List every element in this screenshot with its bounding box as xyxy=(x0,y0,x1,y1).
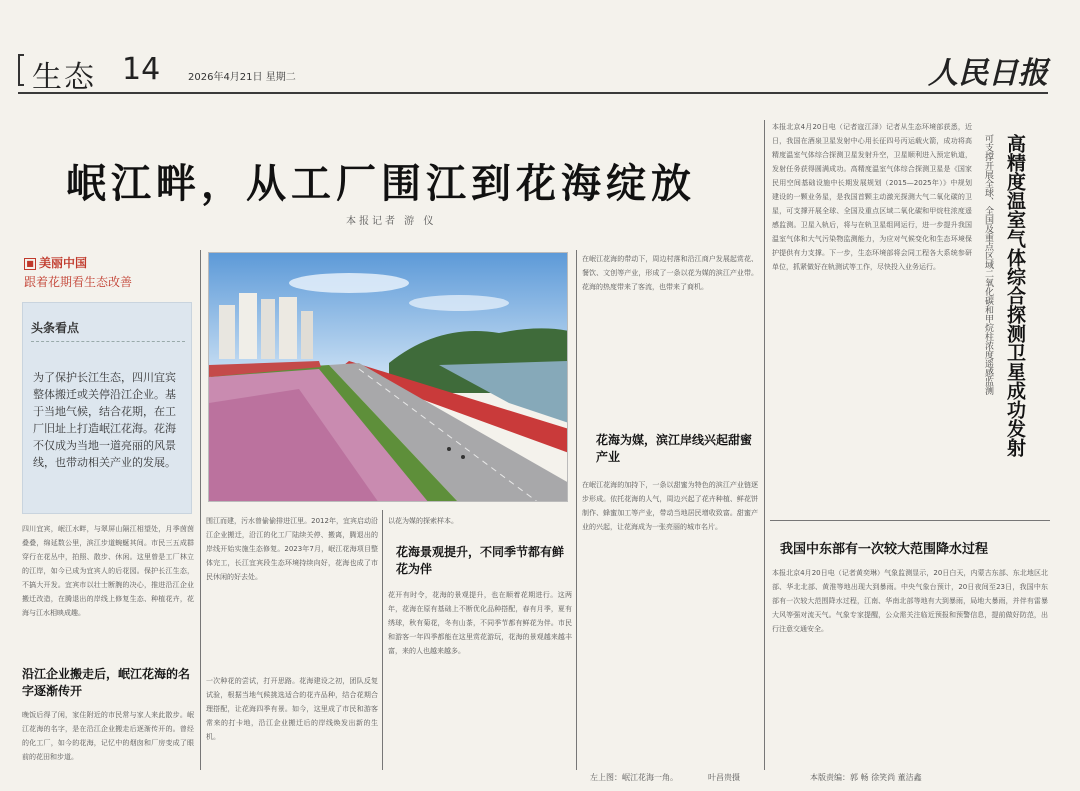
lead-text: 为了保护长江生态，四川宜宾整体搬迁或关停沿江企业。基于当地气候，结合花期，在工厂旧址上打造岷江花海。花海不仅成为当地一道亮丽的风景线，也带动相关产业的发展。 xyxy=(33,371,176,469)
body-column-3-bottom: 花开有时令，花海的景观提升，也在顺着花期进行。这两年，花海在原有基础上不断优化品种搭配，春有月季，夏有绣球，秋有菊花，冬有山茶，不同季节都有鲜花为伴。市民和游客一年四季都能在这里赏花游玩，花海的景观越来越丰富，来的人也越来越多。 xyxy=(388,591,572,655)
body-column-2-bottom: 一次种花的尝试，打开思路。花海建设之初，团队反复试验，根据当地气候挑选适合的花卉品种，结合花期合理搭配，让花海四季有景。如今，这里成了市民和游客常来的打卡地，沿江企业搬迁后的岸线焕发出新的生机。 xyxy=(206,677,378,741)
column-tag-subtitle: 跟着花期看生态改善 xyxy=(24,275,133,289)
body-column-4-bottom: 在岷江花海的加持下，一条以甜蜜为特色的滨江产业链逐步形成。依托花海的人气，周边兴起了花卉种植、鲜花饼制作、蜂蜜加工等产业，带动当地居民增收致富。甜蜜产业的兴起，让花海成为一张亮丽的城市名片。 xyxy=(582,481,758,531)
article-headline: 岷江畔，从工厂围江到花海绽放 xyxy=(66,160,696,207)
column-tag xyxy=(24,254,184,290)
photo-caption: 左上图：岷江花海一角。 xyxy=(590,773,678,782)
subhead-seasons: 花海景观提升，不同季节都有鲜花为伴 xyxy=(396,545,565,576)
column-tag-title: 美丽中国 xyxy=(39,256,88,270)
rain-body: 本报北京4月20日电（记者黄奕琳）气象监测显示，20日白天，内蒙古东部、东北地区北部、华北北部、黄淮等地出现大到暴雨。中央气象台预计，20日夜间至23日，我国中东部有一次较大范围降水过程，江南、华南北部等地有大到暴雨，局地大暴雨，并伴有雷暴大风等强对流天气。气象专家提醒，公众需关注临近预报和预警信息，提前做好防范，出行注意交通安全。 xyxy=(772,569,1048,633)
article-byline: 本报记者 游 仪 xyxy=(346,216,437,227)
column-rule xyxy=(200,250,201,770)
issue-date: 2026年4月21日 星期二 xyxy=(188,72,296,83)
body-column-2-top: 围江而建，污水曾偷偷排进江里。2012年，宜宾启动沿江企业搬迁，沿江的化工厂陆续关停、搬离，腾退出的岸线开始实施生态修复。2023年7月，岷江花海项目整体完工，长江宜宾段生态环境持续向好，花海也成了市民休闲的好去处。 xyxy=(206,517,378,581)
story-divider xyxy=(770,520,1050,521)
lead-rule xyxy=(31,341,185,342)
flower-sea-photo xyxy=(208,252,568,502)
satellite-subtitle: 可支撑开展全球、全国及重点区域二氧化碳和甲烷柱浓度遥感监测 xyxy=(983,134,993,395)
masthead-rule xyxy=(18,92,1048,94)
editors-line: 本版责编：郭 畅 徐笑尚 董洁鑫 xyxy=(810,773,922,782)
body-column-1-bottom: 晚饭后得了闲，家住附近的市民常与家人来此散步。岷江花海的名字，是在沿江企业搬走后逐渐传开的。曾经的化工厂，如今的花海，记忆中的烟囱和厂房变成了眼前的花田和步道。 xyxy=(22,711,194,761)
body-column-3-top: 以花为媒的探索样本。 xyxy=(388,517,458,525)
flower-sea-illustration xyxy=(209,253,568,502)
masthead-bracket xyxy=(18,54,24,86)
satellite-body: 本报北京4月20日电（记者寇江泽）记者从生态环境部获悉，近日，我国在酒泉卫星发射中心用长征四号丙运载火箭，成功将高精度温室气体综合探测卫星发射升空，卫星顺利进入预定轨道，发射任务获得圆满成功。高精度温室气体综合探测卫星是《国家民用空间基础设施中长期发展规划（2015—2025年）》中规划建设的一颗业务星，是我国首颗主动激光探测大气二氧化碳的卫星，可支撑开展全球、全国及重点区域二氧化碳和甲烷柱浓度遥感监测。卫星入轨后，将与在轨卫星组网运行，进一步提升我国温室气体和大气污染物监测能力，为应对气候变化和生态环境保护提供有力支撑。下一步，生态环境部将会同工程各大系统参研单位，抓紧做好在轨测试等工作，尽快投入业务运行。 xyxy=(772,123,972,271)
lead-label: 头条看点 xyxy=(31,321,80,335)
satellite-headline: 高精度温室气体综合探测卫星成功发射 xyxy=(1004,134,1026,457)
page-number: 14 xyxy=(122,52,161,87)
column-rule xyxy=(576,250,577,770)
column-rule xyxy=(764,120,765,770)
photographer-credit: 叶昌贵摄 xyxy=(708,773,740,782)
column-mark-icon: ■ xyxy=(24,258,36,270)
masthead xyxy=(18,50,1062,95)
body-column-4-top: 在岷江花海的带动下，周边村落和沿江商户发展起赏花、餐饮、文创等产业，形成了一条以花为媒的滨江产业带。花海的热度带来了客流，也带来了商机。 xyxy=(582,255,758,291)
column-rule xyxy=(382,510,383,770)
section-name: 生态 xyxy=(32,60,96,95)
subhead-industry: 花海为媒，滨江岸线兴起甜蜜产业 xyxy=(596,433,753,464)
subhead-relocation: 沿江企业搬走后，岷江花海的名字逐渐传开 xyxy=(22,667,191,698)
body-column-1-top: 四川宜宾，岷江水畔，与翠屏山隔江相望处，月季茵茵叠叠，绵延数公里，滨江步道蜿蜒其间。市民三五成群穿行在花丛中，拍照、散步、休闲。这里曾是工厂林立的江岸，如今已成为宜宾人的后花园。保护长江生态，不搞大开发。宜宾市以壮士断腕的决心，推进沿江企业搬迁改造，在腾退出的岸线上修复生态、种植花卉，花海与江水相映成趣。 xyxy=(22,525,194,617)
paper-logo: 人民日报 xyxy=(928,56,1048,91)
rain-headline: 我国中东部有一次较大范围降水过程 xyxy=(780,542,989,557)
lead-box xyxy=(22,302,192,514)
